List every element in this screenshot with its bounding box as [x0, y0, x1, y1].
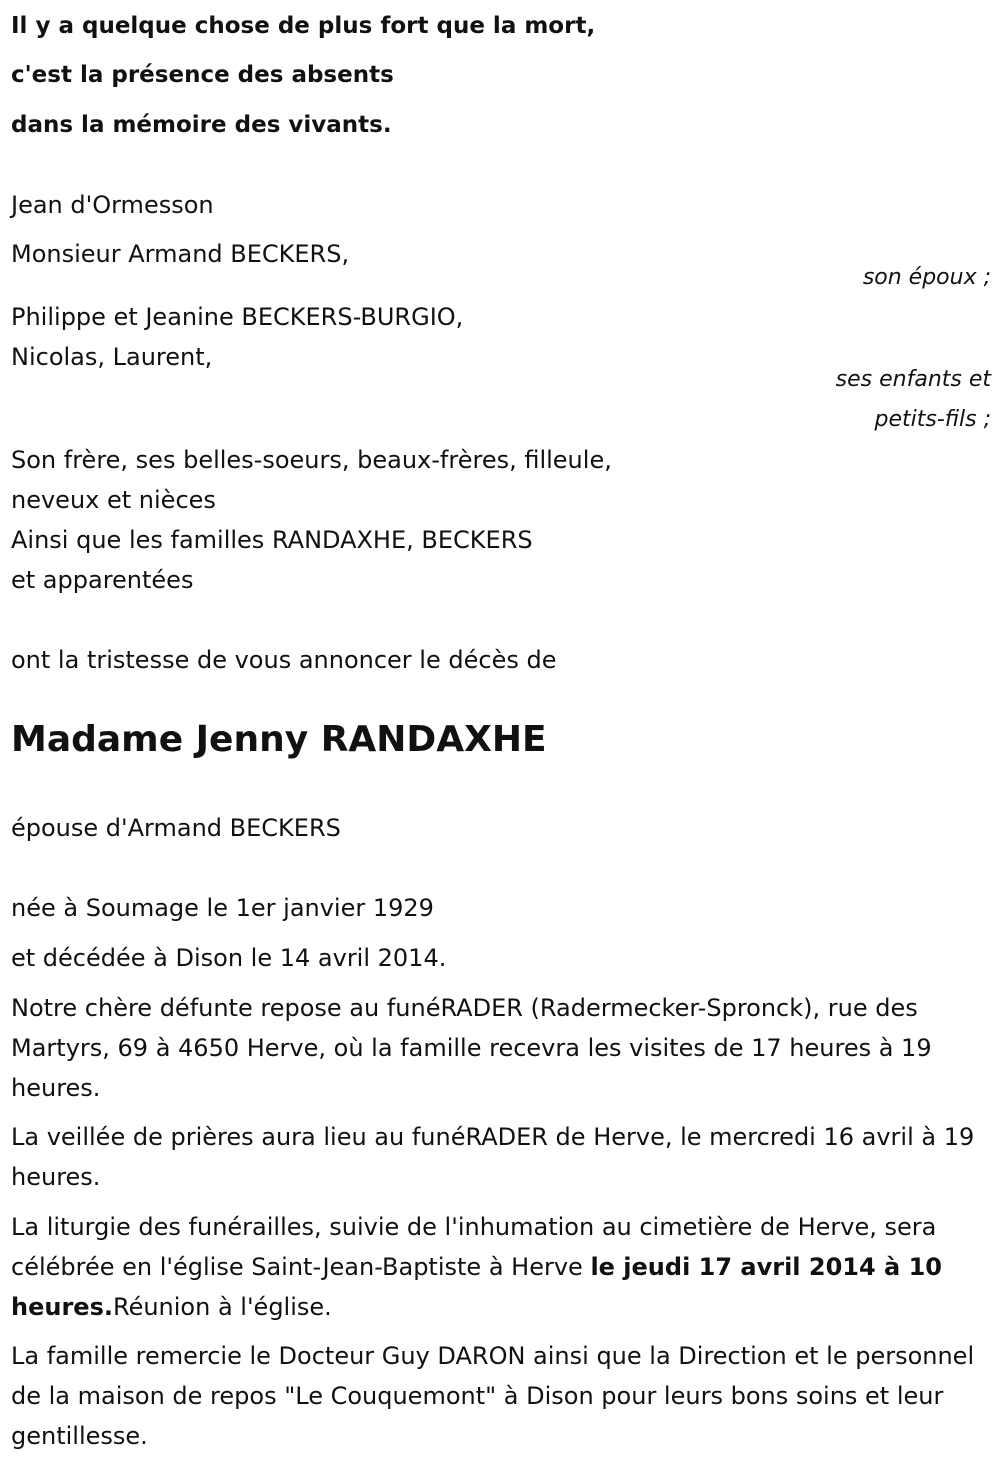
- relatives-line-3: Ainsi que les familles RANDAXHE, BECKERS: [11, 526, 533, 554]
- liturgy-date: le jeudi 17 avril 2014 à 10 heures.: [11, 1253, 942, 1321]
- rest-paragraph: Notre chère défunte repose au funéRADER (Radermecker-Spronck), rue des Martyrs, 69 à 4650 Herve, où la famille recevra les visites de 17 heures à 19 heures.: [11, 994, 932, 1102]
- announcement-text: ont la tristesse de vous annoncer le décès de: [11, 646, 557, 674]
- deceased-death: et décédée à Dison le 14 avril 2014.: [11, 944, 447, 972]
- liturgy-text: La liturgie des funérailles, suivie de l'inhumation au cimetière de Herve, sera célébrée en l'église Saint-Jean-Baptiste à Herve: [11, 1213, 937, 1281]
- relatives-line-2: neveux et nièces: [11, 486, 216, 514]
- children-line-2: Nicolas, Laurent,: [11, 343, 213, 371]
- thanks-paragraph: La famille remercie le Docteur Guy DARON ainsi que la Direction et le personnel de la maison de repos "Le Couquemont" à Dison pour leurs bons soins et leur gentillesse.: [11, 1342, 975, 1450]
- liturgy-meeting: Réunion à l'église.: [112, 1293, 332, 1321]
- vigil-paragraph: La veillée de prières aura lieu au funéRADER de Herve, le mercredi 16 avril à 19 heures.: [11, 1123, 975, 1191]
- husband-role: son époux ;: [862, 265, 991, 290]
- husband-name: Monsieur Armand BECKERS,: [11, 240, 350, 268]
- quote-line-1: Il y a quelque chose de plus fort que la mort,: [11, 13, 596, 39]
- quote-line-3: dans la mémoire des vivants.: [11, 112, 392, 138]
- deceased-birth: née à Soumage le 1er janvier 1929: [11, 894, 434, 922]
- liturgy-paragraph: [11, 1207, 989, 1327]
- children-role-2: petits-fils ;: [874, 407, 991, 432]
- deceased-name: Madame Jenny RANDAXHE: [11, 719, 547, 760]
- relatives-line-4: et apparentées: [11, 566, 194, 594]
- deceased-spouse: épouse d'Armand BECKERS: [11, 814, 341, 842]
- children-line-1: Philippe et Jeanine BECKERS-BURGIO,: [11, 303, 464, 331]
- quote-line-2: c'est la présence des absents: [11, 62, 394, 88]
- relatives-line-1: Son frère, ses belles-soeurs, beaux-frères, filleule,: [11, 446, 612, 474]
- children-role-1: ses enfants et: [835, 367, 991, 392]
- quote-author: Jean d'Ormesson: [11, 191, 214, 219]
